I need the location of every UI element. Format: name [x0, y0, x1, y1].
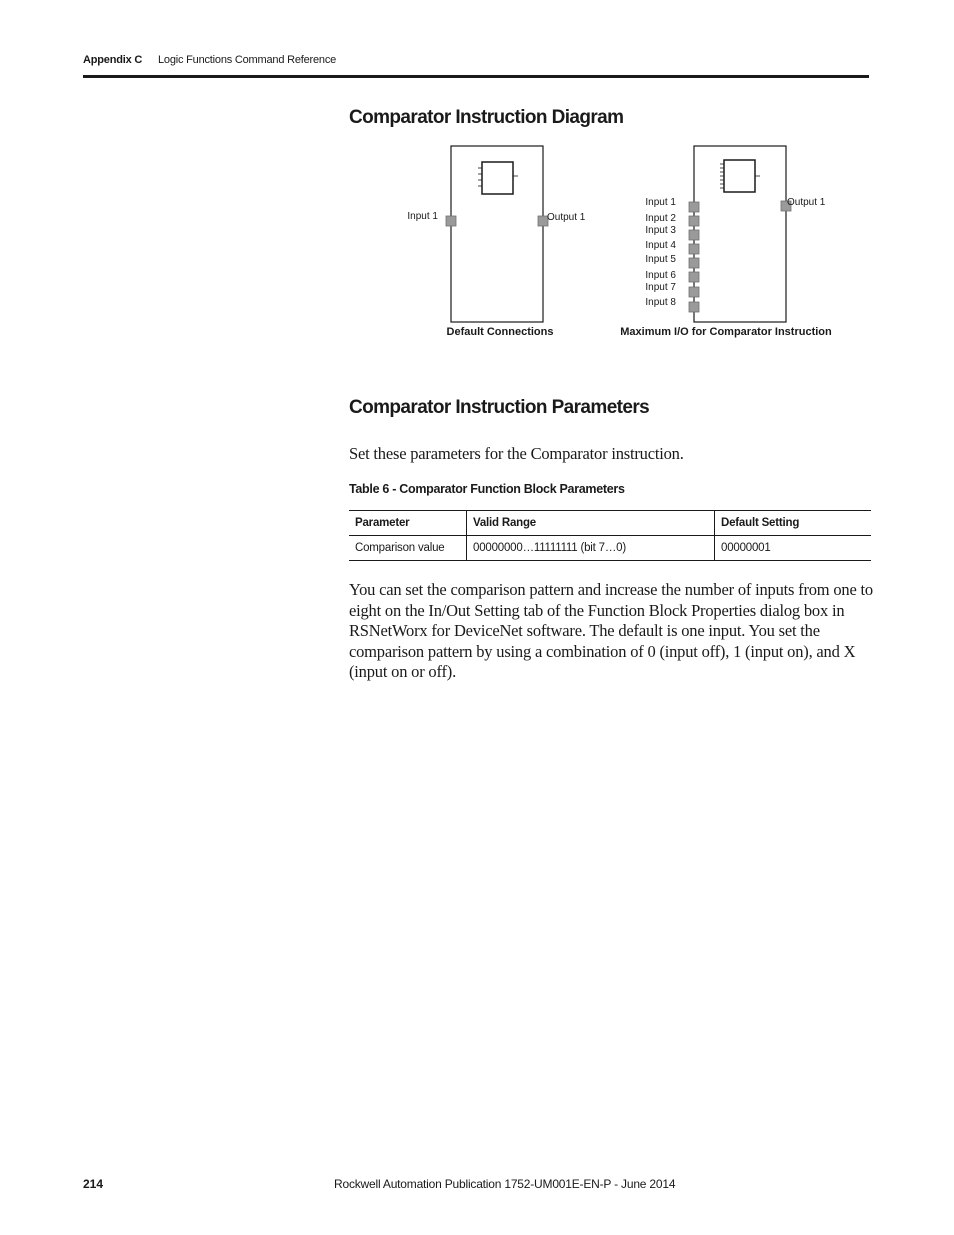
header-chapter-title: Logic Functions Command Reference	[158, 54, 337, 66]
max-input-label-5: Input 5	[645, 254, 676, 265]
comparator-symbol-icon	[720, 160, 760, 192]
max-input-port-5	[689, 258, 699, 268]
parameters-body: You can set the comparison pattern and increase the number of inputs from one to eight on the In/Out Setting tab of the Function Block Properties dialog box in RSNetWorx for DeviceNet software. The default is one input. You set the comparison pattern by using a combination of 0 (input off), 1 (input on), and X (input on or off).	[349, 580, 873, 681]
comparator-diagram	[380, 140, 850, 350]
diagram-heading: Comparator Instruction Diagram	[349, 107, 624, 128]
parameters-intro: Set these parameters for the Comparator instruction.	[349, 444, 684, 463]
max-input-label-1: Input 1	[645, 197, 676, 208]
page-number: 214	[83, 1177, 104, 1191]
header-section-label: Appendix C	[83, 54, 143, 66]
input-port-1	[446, 216, 456, 226]
max-io-block	[620, 146, 832, 338]
default-connections-caption: Default Connections	[446, 326, 554, 338]
table-header-parameter: Parameter	[349, 511, 467, 536]
default-output-label: Output 1	[547, 212, 586, 223]
table-caption: Table 6 - Comparator Function Block Parameters	[349, 482, 625, 496]
table-header-valid-range: Valid Range	[467, 511, 715, 536]
max-input-port-6	[689, 272, 699, 282]
max-input-label-6: Input 6	[645, 270, 676, 281]
max-input-label-4: Input 4	[645, 240, 676, 251]
max-input-port-4	[689, 244, 699, 254]
max-input-label-3: Input 3	[645, 225, 676, 236]
max-input-port-7	[689, 287, 699, 297]
table-cell-parameter: Comparison value	[349, 536, 467, 561]
parameters-heading: Comparator Instruction Parameters	[349, 397, 650, 418]
default-input-label: Input 1	[407, 211, 438, 222]
table-row	[349, 536, 871, 561]
max-input-port-8	[689, 302, 699, 312]
default-connections-block	[407, 146, 585, 338]
header-rule	[83, 75, 869, 78]
comparator-symbol-icon	[478, 162, 518, 194]
max-output-label: Output 1	[787, 197, 826, 208]
max-input-label-7: Input 7	[645, 282, 676, 293]
max-input-port-2	[689, 216, 699, 226]
table-cell-valid-range: 00000000…11111111 (bit 7…0)	[467, 536, 715, 561]
table-header-row	[349, 511, 871, 536]
max-input-label-2: Input 2	[645, 213, 676, 224]
max-input-label-8: Input 8	[645, 297, 676, 308]
table-cell-default-setting: 00000001	[715, 536, 872, 561]
parameters-table	[349, 510, 871, 561]
max-input-port-1	[689, 202, 699, 212]
table-header-default-setting: Default Setting	[715, 511, 872, 536]
max-io-caption: Maximum I/O for Comparator Instruction	[620, 326, 832, 338]
max-input-port-3	[689, 230, 699, 240]
publication-info: Rockwell Automation Publication 1752-UM001E-EN-P - June 2014	[334, 1177, 676, 1191]
